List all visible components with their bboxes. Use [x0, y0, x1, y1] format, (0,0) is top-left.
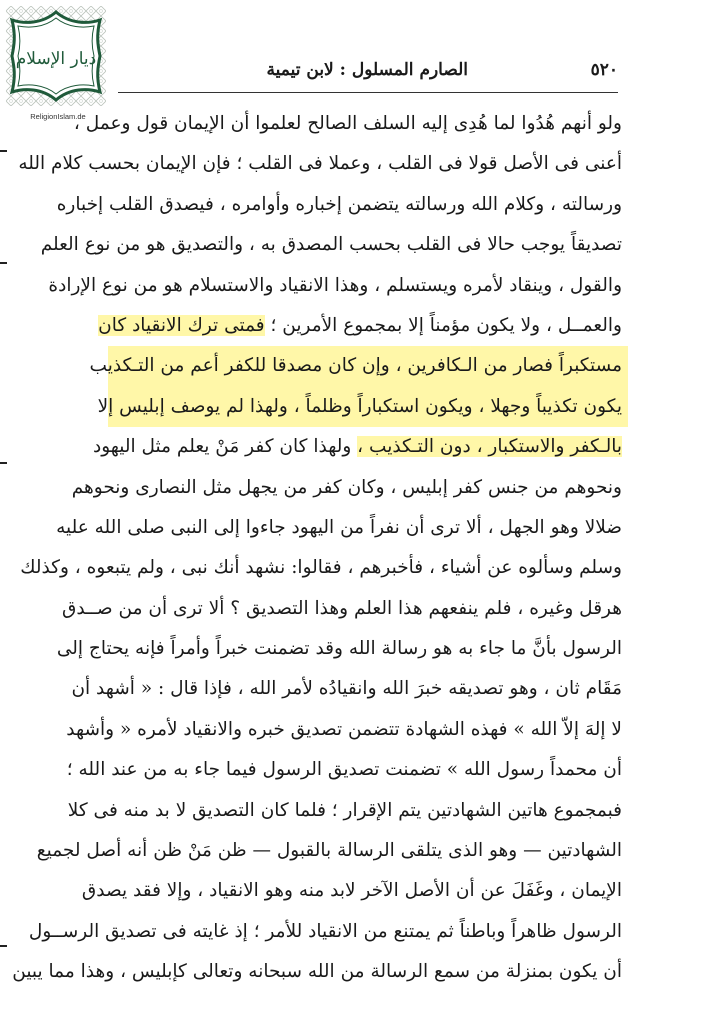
page-number: ٥٢٠	[590, 60, 618, 80]
text-line: الإيمان ، وغَفَلَ عن أن الأصل الآخر لابد منه وهو الانقياد ، وإلا فقد يصدق	[81, 880, 622, 902]
text-line: هرقل وغيره ، فلم ينفعهم هذا العلم وهذا التصديق ؟ ألا ترى أن من صــدق	[62, 597, 622, 619]
text-line: ولو أنهم هُدُوا لما هُدِى إليه السلف الصالح لعلموا أن الإيمان قول وعمل ،	[73, 113, 622, 134]
text-line: وسلم وسألوه عن أشياء ، فأخبرهم ، فقالوا: نشهد أنك نبى ، ولم يتبعوه ، وكذلك	[20, 557, 622, 579]
running-title: الصارم المسلول : لابن تيمية	[266, 60, 468, 80]
text-line-partial-highlight	[92, 427, 622, 467]
text-line: الرسول بأنَّ ما جاء به هو رسالة الله وقد تضمنت خبراً وأمراً فإنه يحتاج إلى	[56, 638, 622, 660]
highlighted-text: فمتى ترك الانقياد كان	[98, 314, 265, 336]
margin-mark	[0, 150, 7, 152]
site-logo	[6, 6, 106, 106]
margin-mark	[0, 945, 7, 947]
text-line: الشهادتين — وهو الذى يتلقى الرسالة بالقبول — ظن مَنْ ظن أنه أصل لجميع	[36, 840, 622, 862]
header-rule	[118, 92, 618, 93]
text-line: لا إلهَ إلاّ الله » فهذه الشهادة تتضمن تصديق خبره والانقياد لأمره « وأشهد	[66, 718, 622, 740]
text-line: أن محمداً رسول الله » تضمنت تصديق الرسول فيما جاء به من عند الله ؛	[66, 759, 622, 781]
text-line-partial-highlight	[98, 306, 622, 346]
logo-script: ديار الإسلام	[15, 49, 97, 69]
logo-caption: ReligionIslam.de	[30, 112, 86, 121]
text-plain: ولهذا كان كفر مَنْ يعلم مثل اليهود	[92, 436, 358, 458]
text-line: الرسول ظاهراً وباطناً ثم يمتنع من الانقياد للأمر ؛ إذ غايته فى تصديق الرســول	[28, 920, 622, 942]
highlighted-text-line: مستكبراً فصار من الـكافرين ، وإن كان مصدقا للكفر أعم من التـكذيب	[108, 346, 628, 386]
text-plain: والعمــل ، ولا يكون مؤمناً إلا بمجموع الأمرين ؛	[264, 314, 622, 336]
highlighted-text: بالـكفر والاستكبار ، دون التـكذيب ،	[357, 436, 622, 458]
text-line: ونحوهم من جنس كفر إبليس ، وكان كفر من يجهل مثل النصارى ونحوهم	[71, 476, 622, 498]
text-line: ضلالا وهو الجهل ، ألا ترى أن نفراً من اليهود جاءوا إلى النبى صلى الله عليه	[56, 516, 622, 538]
text-line: مَقَام ثان ، وهو تصديقه خبرَ الله وانقيادُه لأمر الله ، فإذا قال : « أشهد أن	[71, 678, 622, 700]
text-line: تصديقاً يوجب حالا فى القلب بحسب المصدق به ، والتصديق هو من نوع العلم	[40, 234, 622, 256]
text-line: فبمجموع هاتين الشهادتين يتم الإقرار ؛ فلما كان التصديق لا بد منه فى كلا	[67, 799, 622, 821]
page-header	[118, 60, 618, 90]
margin-mark	[0, 462, 7, 464]
text-line: أن يكون بمنزلة من سمع الرسالة من الله سبحانه وتعالى كإبليس ، وهذا مما يبين	[12, 961, 622, 983]
highlighted-text-line: يكون تكذيباً وجهلا ، ويكون استكباراً وظلماً ، ولهذا لم يوصف إبليس إلا	[108, 387, 628, 427]
text-line: أعنى فى الأصل قولا فى القلب ، وعملا فى القلب ؛ فإن الإيمان بحسب كلام الله	[18, 153, 622, 175]
margin-mark	[0, 262, 7, 264]
text-line: والقول ، وينقاد لأمره ويستسلم ، وهذا الانقياد والاستسلام هو من نوع الإرادة	[48, 274, 622, 296]
text-line: ورسالته ، وكلام الله ورسالته يتضمن إخباره وأوامره ، فيصدق القلب إخباره	[56, 193, 622, 215]
